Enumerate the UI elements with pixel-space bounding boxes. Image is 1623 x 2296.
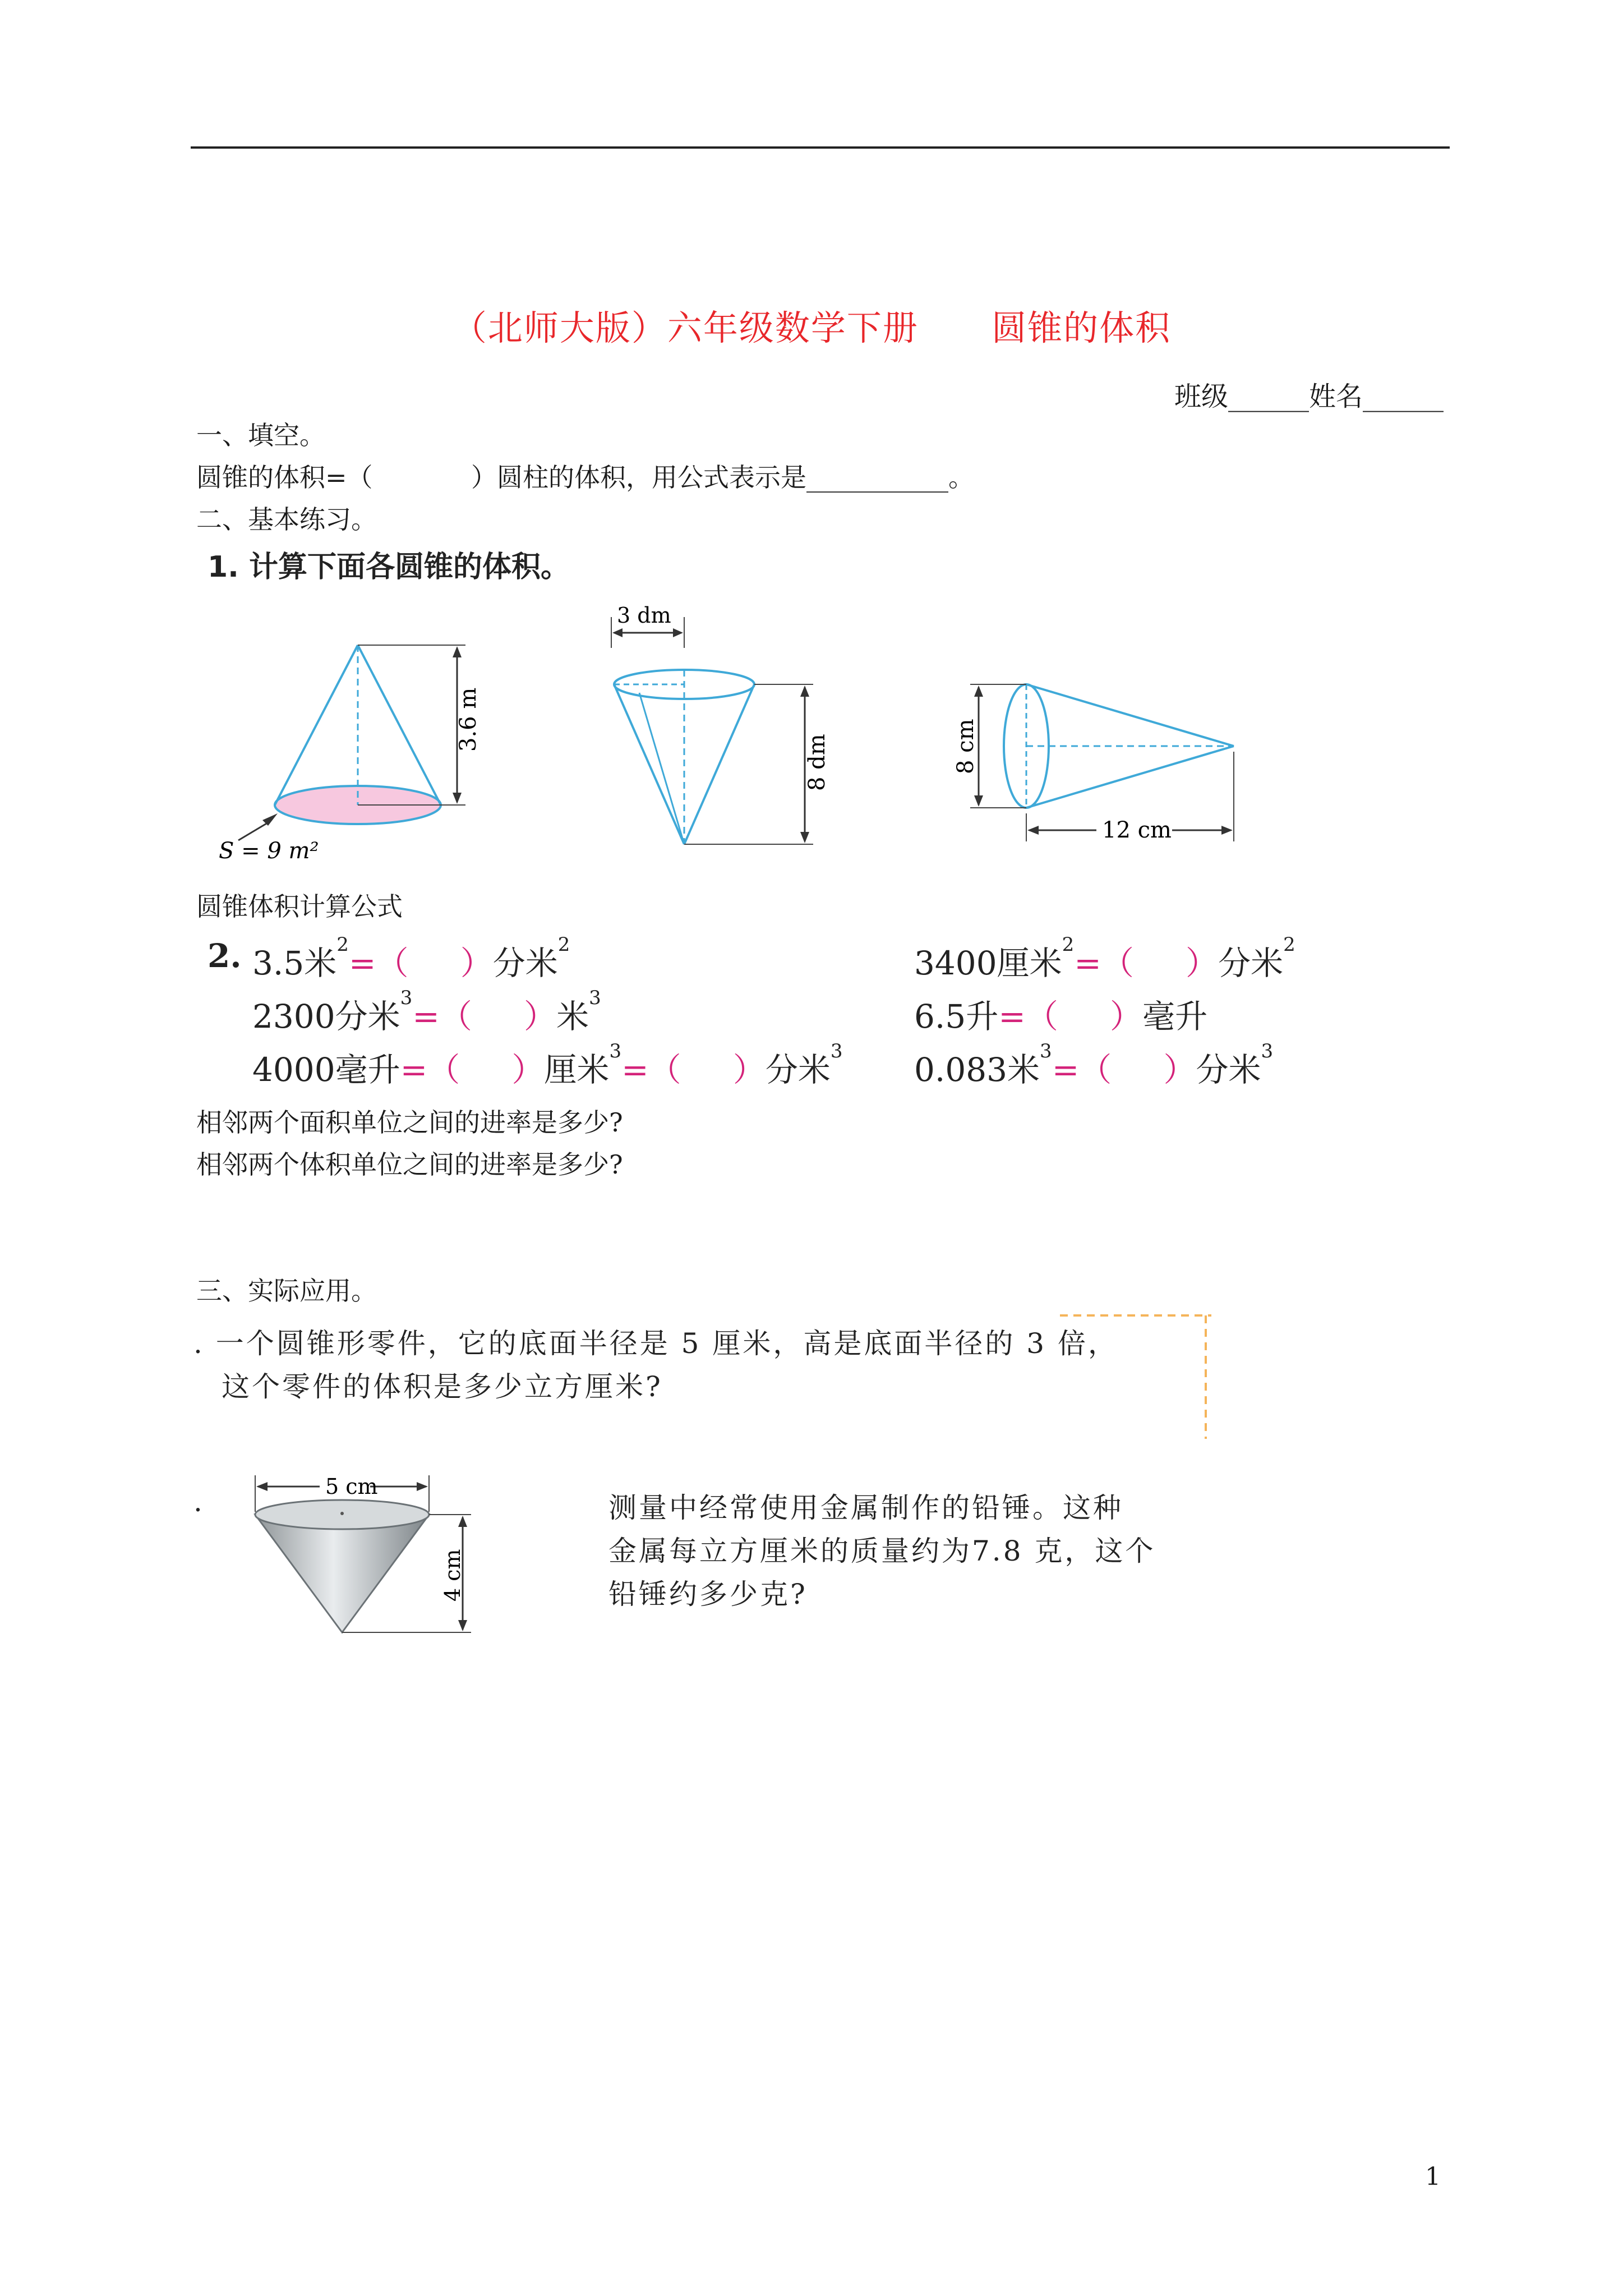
problem-1-line-1: . 一个圆锥形零件，它的底面半径是 5 厘米，高是底面半径的 3 倍， <box>193 1327 1118 1360</box>
cone-figure-1 <box>219 645 481 864</box>
problem-2-dot: . <box>193 1485 205 1518</box>
problem-2-line-2: 金属每立方厘米的质量约为7.8 克，这个 <box>608 1535 1156 1567</box>
fig2-height-label: 8 dm <box>804 734 830 791</box>
fig3-length-label: 12 cm <box>1102 817 1172 843</box>
fig2-top-label: 3 dm <box>617 606 671 628</box>
class-name-line: 班级______姓名______ <box>1174 381 1444 412</box>
fig4-height-label: 4 cm <box>440 1549 465 1602</box>
question-volume-rate: 相邻两个体积单位之间的进率是多少? <box>196 1149 623 1180</box>
fig1-height-label: 3.6 m <box>455 687 481 752</box>
title-left: （北师大版）六年级数学下册 <box>451 307 919 348</box>
conversion-row-2-left: 2300分米$^3$=（ ）米$^3$ <box>252 987 601 1036</box>
cone-figure-3 <box>953 684 1234 843</box>
question-area-rate: 相邻两个面积单位之间的进率是多少? <box>196 1107 623 1138</box>
fig1-area-label: S = 9 m² <box>219 838 319 864</box>
section2-heading: 二、基本练习。 <box>196 504 377 535</box>
conversion-row-3-right: 0.083米$^3$=（ ）分米$^3$ <box>914 1040 1274 1089</box>
section3-heading: 三、实际应用。 <box>196 1276 377 1306</box>
title-right: 圆锥的体积 <box>992 307 1172 348</box>
page-title <box>0 300 1623 350</box>
conversion-row-1-right: 3400厘米$^2$=（ ）分米$^2$ <box>914 933 1295 982</box>
header-rule <box>191 146 1450 149</box>
question-1: 1. 计算下面各圆锥的体积。 <box>208 550 570 584</box>
problem-2-line-3: 铅锤约多少克? <box>608 1578 808 1611</box>
question-2-number: 2. <box>208 937 242 975</box>
cone-figure-2 <box>611 606 830 844</box>
conversion-row-1-left: 3.5米$^2$=（ ）分米$^2$ <box>252 933 570 982</box>
plumb-bob-figure <box>236 1464 494 1649</box>
page-number: 1 <box>1425 2162 1441 2191</box>
section1-question: 圆锥的体积=（ ）圆柱的体积，用公式表示是___________。 <box>196 462 975 493</box>
conversion-row-2-right: 6.5升=（ ）毫升 <box>914 997 1208 1036</box>
problem-2-line-1: 测量中经常使用金属制作的铅锤。这种 <box>608 1492 1123 1524</box>
conversion-row-3-left: 4000毫升=（ ）厘米$^3$=（ ）分米$^3$ <box>252 1040 843 1089</box>
cone-figures <box>202 606 1267 886</box>
formula-label: 圆锥体积计算公式 <box>196 891 403 922</box>
section1-heading: 一、填空。 <box>196 420 325 450</box>
problem-1-line-2: 这个零件的体积是多少立方厘米? <box>222 1370 663 1403</box>
fig3-side-label: 8 cm <box>953 719 979 774</box>
fig4-top-label: 5 cm <box>325 1474 378 1499</box>
